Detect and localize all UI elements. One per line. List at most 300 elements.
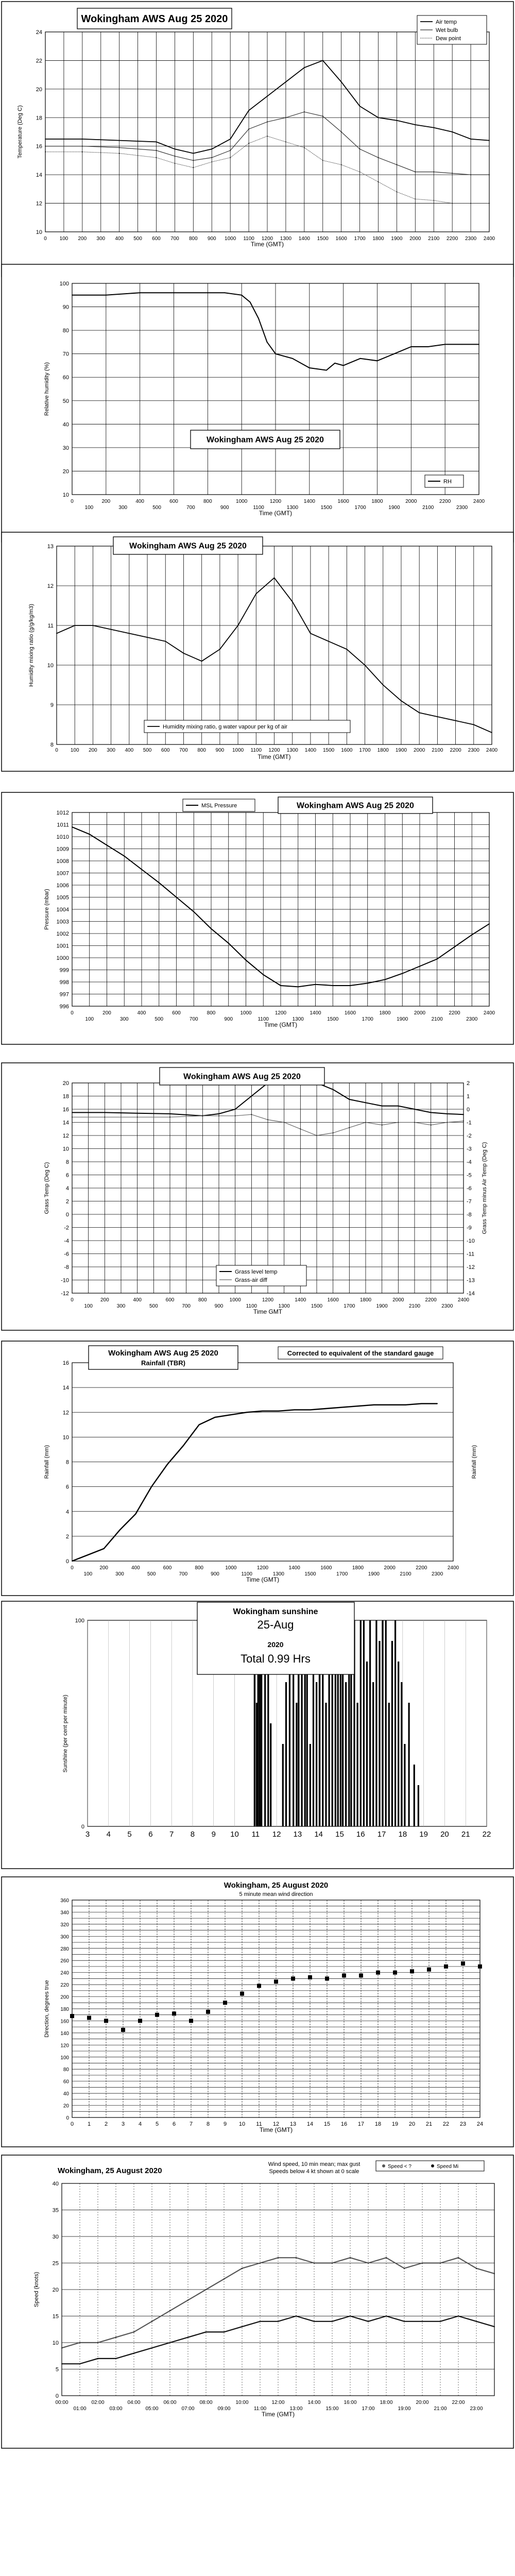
y-tick-label: -8 xyxy=(467,1212,472,1218)
x-axis-label: Time (GMT) xyxy=(250,241,284,248)
x-tick-label: 800 xyxy=(197,748,207,753)
x-tick-label: 21 xyxy=(461,1830,470,1839)
x-tick-label: 1400 xyxy=(304,748,317,753)
data-point xyxy=(275,353,276,354)
data-point xyxy=(470,174,471,175)
data-point xyxy=(489,174,490,175)
data-point xyxy=(169,1116,170,1117)
y-tick-label: 2 xyxy=(65,1198,69,1205)
x-tick-label: 2000 xyxy=(392,1297,404,1303)
x-tick-label: 19 xyxy=(391,2121,399,2127)
data-point xyxy=(262,1411,263,1412)
x-tick-label: 2000 xyxy=(409,236,421,242)
data-point xyxy=(491,732,492,733)
data-point xyxy=(292,601,293,602)
data-point xyxy=(137,1113,138,1114)
data-point xyxy=(88,1554,89,1555)
data-point xyxy=(193,911,194,912)
grass-temp-chart xyxy=(0,1061,515,1332)
y-tick-label: 160 xyxy=(60,2019,69,2025)
y-tick-label: 0 xyxy=(65,1212,69,1218)
y-tick-label: 996 xyxy=(59,1004,69,1010)
wind-direction-point xyxy=(240,1992,244,1996)
y-tick-label: 10 xyxy=(36,229,42,235)
y-tick-label: 300 xyxy=(60,1934,69,1940)
y-tick-label: 1000 xyxy=(56,955,69,961)
x-tick-label: 1200 xyxy=(262,1297,274,1303)
sunshine-bar xyxy=(270,1723,271,1826)
data-point xyxy=(454,946,455,947)
data-point xyxy=(175,148,176,149)
y-tick-label: 30 xyxy=(52,2234,59,2240)
x-tick-label: 400 xyxy=(133,1297,142,1303)
sunshine-bar xyxy=(360,1620,362,1826)
x-tick-label: 2300 xyxy=(465,236,477,242)
data-point xyxy=(343,365,344,366)
x-tick-label: 16 xyxy=(340,2121,348,2127)
x-tick-label: 2000 xyxy=(384,1565,396,1571)
data-point xyxy=(169,2310,170,2311)
x-tick-label: 9 xyxy=(223,2121,227,2127)
x-tick-label: 1500 xyxy=(323,748,335,753)
data-point xyxy=(314,2263,315,2264)
data-point xyxy=(296,2257,297,2258)
chart-subtitle: Rainfall (TBR) xyxy=(141,1359,185,1367)
data-point xyxy=(93,625,94,626)
data-point xyxy=(314,2321,315,2322)
x-tick-label: 700 xyxy=(186,505,195,511)
x-tick-label: 1200 xyxy=(269,499,282,504)
y-tick-label: -12 xyxy=(61,1291,69,1297)
x-tick-label: 300 xyxy=(118,505,128,511)
x-tick-label: 01:00 xyxy=(73,2406,87,2412)
x-tick-label: 14 xyxy=(314,1830,323,1839)
x-tick-label: 02:00 xyxy=(91,2400,105,2405)
sunshine-bar xyxy=(285,1682,287,1826)
sunshine-bar xyxy=(414,1765,415,1826)
x-tick-label: 300 xyxy=(119,1016,129,1022)
x-tick-label: 300 xyxy=(107,748,115,753)
x-tick-label: 13:00 xyxy=(289,2406,303,2412)
data-point xyxy=(394,353,395,354)
data-point xyxy=(440,2321,441,2322)
x-tick-label: 1000 xyxy=(225,236,236,242)
data-point xyxy=(119,147,120,148)
data-point xyxy=(431,1112,432,1113)
data-point xyxy=(368,2321,369,2322)
x-tick-label: 400 xyxy=(135,499,145,504)
x-tick-label: 1200 xyxy=(274,1010,287,1016)
data-point xyxy=(199,1424,200,1425)
y-tick-label: 24 xyxy=(36,29,42,36)
x-tick-label: 10 xyxy=(230,1830,239,1839)
y-tick-label: -5 xyxy=(467,1172,472,1179)
data-point xyxy=(350,985,351,986)
mixing-ratio-chart xyxy=(0,531,515,773)
data-point xyxy=(156,157,157,158)
data-point xyxy=(489,923,490,924)
y-tick-label: 14 xyxy=(62,1385,69,1392)
data-point xyxy=(72,1116,73,1117)
data-point xyxy=(129,633,130,634)
sunshine-bar xyxy=(375,1620,377,1826)
x-tick-label: 700 xyxy=(170,236,179,242)
data-point xyxy=(494,2326,495,2327)
x-tick-label: 11 xyxy=(251,1830,260,1839)
x-tick-label: 14:00 xyxy=(307,2400,321,2405)
x-axis-label: Time (GMT) xyxy=(246,1576,280,1583)
x-axis-label: Time GMT xyxy=(253,1308,283,1315)
data-point xyxy=(104,1112,105,1113)
data-point xyxy=(242,2268,243,2269)
x-tick-label: 1300 xyxy=(278,1303,290,1309)
x-tick-label: 300 xyxy=(115,1571,124,1577)
sunshine-chart xyxy=(0,1600,515,1870)
data-point xyxy=(248,143,249,144)
y-tick-label: 0 xyxy=(81,1824,84,1830)
data-point xyxy=(285,142,286,143)
y-tick-label: 70 xyxy=(62,351,69,358)
data-point xyxy=(476,2321,477,2322)
wind-direction-chart xyxy=(0,1875,515,2148)
y-axis-label: Temperature (Deg C) xyxy=(17,105,23,159)
chart-title: Wokingham AWS Aug 25 2020 xyxy=(129,541,247,551)
data-point xyxy=(322,60,323,61)
x-tick-label: 0 xyxy=(71,1010,74,1016)
rainfall-chart-panel xyxy=(0,1340,515,1597)
data-point xyxy=(332,2263,333,2264)
sunshine-bar xyxy=(282,1744,284,1826)
data-point xyxy=(267,342,268,343)
y-tick-label: 25 xyxy=(52,2260,59,2267)
x-tick-label: 2400 xyxy=(486,748,498,753)
legend-entry: Grass level temp xyxy=(235,1269,278,1275)
y-axis-label: Rainfall (mm) xyxy=(44,1445,50,1479)
x-tick-label: 1 xyxy=(87,2121,91,2127)
rainfall-chart xyxy=(0,1340,515,1597)
x-tick-label: 19:00 xyxy=(398,2406,411,2412)
x-tick-label: 1900 xyxy=(395,748,407,753)
data-point xyxy=(159,882,160,883)
data-point xyxy=(215,1417,216,1418)
data-point xyxy=(183,1445,184,1446)
data-point xyxy=(115,2337,116,2338)
x-tick-label: 20 xyxy=(440,1830,449,1839)
x-tick-label: 2100 xyxy=(432,748,443,753)
data-point xyxy=(156,150,157,151)
data-point xyxy=(267,96,268,97)
x-tick-label: 3 xyxy=(121,2121,125,2127)
data-point xyxy=(389,1404,390,1405)
y-tick-label: 14 xyxy=(62,1120,69,1126)
x-tick-label: 04:00 xyxy=(127,2400,141,2405)
x-tick-label: 1000 xyxy=(236,499,248,504)
y-tick-label: 12 xyxy=(62,1410,69,1416)
data-point xyxy=(359,106,360,107)
data-point xyxy=(478,344,479,345)
sunshine-bar xyxy=(379,1641,380,1826)
data-point xyxy=(326,370,327,371)
data-point xyxy=(357,1405,358,1406)
data-point xyxy=(104,1548,105,1549)
data-point xyxy=(296,2316,297,2317)
y-axis-label: Pressure (mbar) xyxy=(44,889,50,930)
x-tick-label: 900 xyxy=(215,748,225,753)
x-tick-label: 2200 xyxy=(425,1297,437,1303)
wind-direction-point xyxy=(291,1976,295,1980)
x-tick-label: 1600 xyxy=(341,748,353,753)
wind-direction-point xyxy=(393,1971,397,1975)
chart-subtitle: 5 minute mean wind direction xyxy=(239,1891,313,1897)
pressure-chart xyxy=(0,791,515,1046)
x-tick-label: 12:00 xyxy=(271,2400,285,2405)
chart-title: Wokingham AWS Aug 25 2020 xyxy=(297,801,414,810)
x-tick-label: 09:00 xyxy=(217,2406,231,2412)
x-tick-label: 900 xyxy=(207,236,216,242)
y-axis-label: Humidity mixing ratio (g/g/kg/m3) xyxy=(28,604,35,687)
x-tick-label: 600 xyxy=(169,499,178,504)
x-tick-label: 1000 xyxy=(232,748,244,753)
data-point xyxy=(219,649,220,650)
data-point xyxy=(422,2263,423,2264)
data-point xyxy=(106,295,107,296)
x-tick-label: 1000 xyxy=(240,1010,252,1016)
data-point xyxy=(440,2263,441,2264)
x-tick-label: 600 xyxy=(161,748,170,753)
data-point xyxy=(72,1561,73,1562)
x-tick-label: 1700 xyxy=(336,1571,348,1577)
x-tick-label: 1400 xyxy=(288,1565,300,1571)
humidity-chart-panel xyxy=(0,263,515,544)
legend-entry: Dew point xyxy=(436,36,461,42)
data-point xyxy=(61,2347,62,2348)
data-point xyxy=(175,156,176,157)
data-point xyxy=(278,2321,279,2322)
data-point xyxy=(341,1407,342,1408)
year-label: 2020 xyxy=(267,1640,284,1649)
sunshine-bar xyxy=(391,1641,393,1826)
y-tick-label: 4 xyxy=(65,1509,69,1515)
legend-entry: Wet bulb xyxy=(436,27,458,33)
data-point xyxy=(349,1099,350,1100)
data-point xyxy=(377,360,378,361)
x-tick-label: 1300 xyxy=(286,748,298,753)
y-tick-label: 2 xyxy=(65,1533,69,1540)
data-point xyxy=(45,146,46,147)
data-point xyxy=(218,1113,219,1114)
wind-direction-point xyxy=(376,1971,380,1975)
wind-direction-point xyxy=(70,2014,74,2018)
x-tick-label: 0 xyxy=(44,236,47,242)
data-point xyxy=(415,198,416,199)
x-tick-label: 400 xyxy=(125,748,134,753)
x-tick-label: 2400 xyxy=(483,236,495,242)
x-tick-label: 2100 xyxy=(422,505,434,511)
data-point xyxy=(341,164,342,165)
sunshine-bar xyxy=(408,1703,410,1826)
x-tick-label: 12 xyxy=(272,2121,280,2127)
x-tick-label: 200 xyxy=(101,499,111,504)
x-tick-label: 500 xyxy=(154,1016,164,1022)
chart-note: Speeds below 4 kt shown at 0 scale xyxy=(269,2168,359,2175)
sunshine-bar xyxy=(261,1662,262,1826)
legend-entry: Humidity mixing ratio, g water vapour per kg of air xyxy=(163,724,288,730)
data-point xyxy=(224,292,225,293)
data-point xyxy=(382,1125,383,1126)
data-point xyxy=(328,641,329,642)
wind-direction-point xyxy=(104,2019,108,2023)
data-point xyxy=(397,120,398,121)
x-tick-label: 1300 xyxy=(280,236,292,242)
x-tick-label: 1000 xyxy=(229,1297,241,1303)
data-point xyxy=(437,959,438,960)
x-tick-label: 16:00 xyxy=(344,2400,357,2405)
y-tick-label: 20 xyxy=(52,2287,59,2293)
data-point xyxy=(414,1109,415,1110)
data-point xyxy=(135,1514,136,1515)
data-point xyxy=(237,625,238,626)
data-point xyxy=(458,2257,459,2258)
x-tick-label: 13 xyxy=(289,2121,297,2127)
x-tick-label: 12 xyxy=(272,1830,281,1839)
x-tick-label: 20:00 xyxy=(416,2400,429,2405)
y-axis-label-right: Rainfall (mm) xyxy=(471,1445,477,1479)
x-tick-label: 700 xyxy=(179,748,188,753)
x-tick-label: 1700 xyxy=(354,236,366,242)
y-tick-label: 1007 xyxy=(56,870,69,877)
data-point xyxy=(419,966,420,967)
data-point xyxy=(470,203,471,204)
data-point xyxy=(141,869,142,870)
data-point xyxy=(298,987,299,988)
data-point xyxy=(267,1120,268,1121)
data-point xyxy=(386,2257,387,2258)
data-point xyxy=(367,983,368,984)
y-tick-label: -1 xyxy=(467,1120,472,1126)
x-tick-label: 1100 xyxy=(241,1571,252,1577)
data-point xyxy=(176,897,177,898)
y-tick-label: 0 xyxy=(66,2115,69,2121)
data-point xyxy=(82,146,83,147)
y-axis-label: Direction, degrees true xyxy=(44,1980,50,2038)
x-tick-label: 5 xyxy=(155,2121,159,2127)
sunshine-bar xyxy=(332,1662,333,1826)
y-tick-label: 10 xyxy=(62,1434,69,1441)
y-tick-label: 1008 xyxy=(56,858,69,865)
x-tick-label: 400 xyxy=(131,1565,140,1571)
y-tick-label: 18 xyxy=(36,115,42,122)
x-tick-label: 800 xyxy=(198,1297,207,1303)
chart-title: Wokingham, 25 August 2020 xyxy=(58,2166,162,2175)
y-tick-label: -11 xyxy=(467,1251,475,1258)
y-tick-label: 1003 xyxy=(56,919,69,925)
legend-entry: Grass-air diff xyxy=(235,1277,267,1283)
wind-direction-point xyxy=(155,2013,159,2017)
x-tick-label: 2400 xyxy=(473,499,485,504)
y-tick-label: 16 xyxy=(36,143,42,150)
data-point xyxy=(349,1127,350,1128)
x-tick-label: 700 xyxy=(189,1016,198,1022)
y-tick-label: 20 xyxy=(62,1080,69,1087)
data-point xyxy=(452,131,453,132)
data-point xyxy=(325,1408,327,1409)
x-tick-label: 100 xyxy=(70,748,79,753)
x-tick-label: 1400 xyxy=(295,1297,306,1303)
data-point xyxy=(470,139,471,140)
data-point xyxy=(433,172,434,173)
data-point xyxy=(202,1115,203,1116)
wind-direction-point xyxy=(461,1961,465,1965)
data-point xyxy=(174,292,175,293)
x-tick-label: 19 xyxy=(419,1830,428,1839)
sunshine-bar xyxy=(357,1703,358,1826)
data-point xyxy=(97,2358,98,2359)
data-point xyxy=(463,1121,464,1122)
data-point xyxy=(248,110,249,111)
data-point xyxy=(260,2263,261,2264)
chart-annotation: Corrected to equivalent of the standard gauge xyxy=(287,1349,434,1357)
x-tick-label: 06:00 xyxy=(163,2400,177,2405)
data-point xyxy=(322,116,323,117)
data-point xyxy=(461,344,462,345)
x-tick-label: 1100 xyxy=(258,1016,269,1022)
wind-direction-point xyxy=(444,1964,448,1969)
wind-direction-point xyxy=(206,2010,210,2014)
x-tick-label: 600 xyxy=(172,1010,181,1016)
x-tick-label: 0 xyxy=(55,748,58,753)
x-tick-label: 1900 xyxy=(391,236,403,242)
y-tick-label: 10 xyxy=(62,492,69,498)
pressure-chart-panel xyxy=(0,791,515,1046)
y-tick-label: -12 xyxy=(467,1264,475,1270)
x-tick-label: 500 xyxy=(152,505,161,511)
x-tick-label: 400 xyxy=(137,1010,146,1016)
x-tick-label: 9 xyxy=(211,1830,216,1839)
data-point xyxy=(378,157,379,158)
sunshine-bar xyxy=(256,1703,258,1826)
y-tick-label: 120 xyxy=(60,2043,69,2049)
data-point xyxy=(341,81,342,82)
x-tick-label: 10 xyxy=(238,2121,246,2127)
x-tick-label: 700 xyxy=(182,1303,191,1309)
x-tick-label: 1800 xyxy=(377,748,389,753)
data-point xyxy=(414,1122,415,1123)
y-tick-label: -3 xyxy=(467,1146,472,1153)
y-tick-label: 340 xyxy=(60,1910,69,1916)
data-point xyxy=(433,200,434,201)
chart-title: Wokingham AWS Aug 25 2020 xyxy=(183,1072,301,1081)
mixing-ratio-chart-panel xyxy=(0,531,515,773)
data-point xyxy=(193,167,194,168)
y-tick-label: 320 xyxy=(60,1922,69,1928)
data-point xyxy=(251,1114,252,1115)
wind-direction-point xyxy=(325,1976,329,1980)
y-tick-label: 280 xyxy=(60,1946,69,1952)
y-tick-label: 16 xyxy=(62,1107,69,1113)
data-point xyxy=(285,117,286,118)
data-point xyxy=(235,1109,236,1110)
wind-direction-point xyxy=(274,1979,278,1984)
y-tick-label: 14 xyxy=(36,172,42,179)
x-tick-label: 3 xyxy=(85,1830,90,1839)
y-axis-label-right: Grass Temp minus Air Temp (Deg C) xyxy=(482,1142,488,1234)
data-point xyxy=(431,1125,432,1126)
data-point xyxy=(230,139,231,140)
x-tick-label: 2100 xyxy=(431,1016,443,1022)
data-point xyxy=(79,2363,80,2364)
x-tick-label: 08:00 xyxy=(199,2400,213,2405)
y-tick-label: 1009 xyxy=(56,846,69,853)
